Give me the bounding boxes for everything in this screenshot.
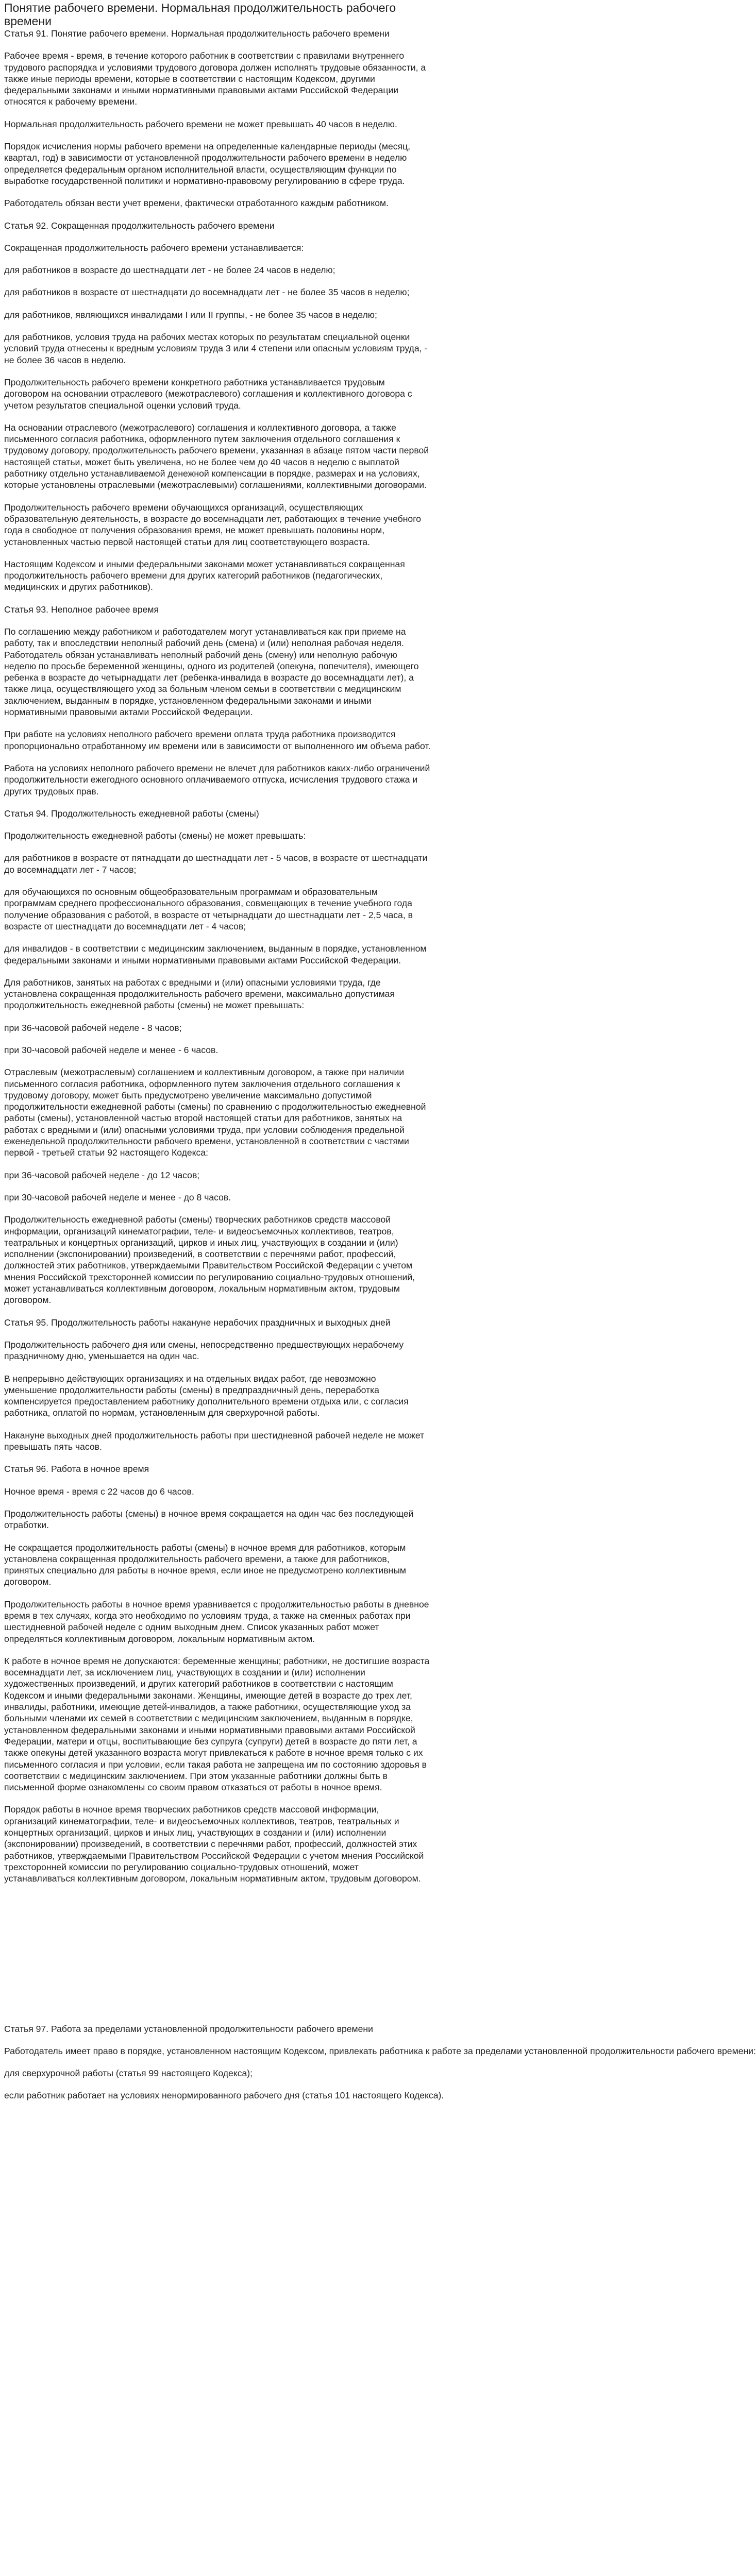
document-paragraph: Работа на условиях неполного рабочего времени не влечет для работников каких-либо ограничений продолжительности ежегодного основного оплачиваемого отпуска, исчисления трудового стажа и других трудовых прав.: [4, 762, 430, 796]
document-paragraph: Статья 91. Понятие рабочего времени. Нормальная продолжительность рабочего времени: [4, 28, 390, 39]
document-paragraph: Продолжительность рабочего времени обучающихся организаций, осуществляющих образовательную деятельность, в возрасте до восемнадцати лет, работающих в течение учебного года в свободное от получения образования время, не может превышать половины норм, установленных частью первой настоящей статьи для лиц соответствующего возраста.: [4, 502, 422, 547]
document-paragraph: К работе в ночное время не допускаются: беременные женщины; работники, не достигшие возраста восемнадцати лет, за исключением лиц, участвующих в создании и (или) исполнении художественных произведений, и других категорий работников в соответствии с настоящим Кодексом и иными федеральными законами. Женщины, имеющие детей в возрасте до трех лет, инвалиды, работники, имеющие детей-инвалидов, а также работники, осуществляющие уход за больными членами их семей в соответствии с медицинским заключением, выданным в порядке, установленном федеральными законами и иными нормативными правовыми актами Российской Федерации, матери и отцы, воспитывающие без супруга (супруги) детей в возрасте до пяти лет, а также опекуны детей указанного возраста могут привлекаться к работе в ночное время только с их письменного согласия и при условии, если такая работа не запрещена им по состоянию здоровья в соответствии с медицинским заключением. При этом указанные работники должны быть в письменной форме ознакомлены со своим правом отказаться от работы в ночное время.: [4, 1655, 430, 1793]
document-paragraph: Статья 97. Работа за пределами установленной продолжительности рабочего времени: [4, 2023, 373, 2034]
document-paragraph: Статья 95. Продолжительность работы накануне нерабочих праздничных и выходных дней: [4, 1317, 391, 1328]
document-paragraph: Порядок исчисления нормы рабочего времени на определенные календарные периоды (месяц, квартал, год) в зависимости от установленной продолжительности рабочего времени в неделю определяется федеральным органом исполнительной власти, осуществляющим функции по выработке государственной политики и нормативно-правовому регулированию в сфере труда.: [4, 141, 411, 186]
document-paragraph: На основании отраслевого (межотраслевого) соглашения и коллективного договора, а также письменного согласия работника, оформленного путем заключения отдельного соглашения к трудовому договору, продолжительность рабочего времени, указанная в абзаце пятом части первой настоящей статьи, может быть увеличена, но не более чем до 40 часов в неделю с выплатой работнику отдельно устанавливаемой денежной компенсации в порядке, размерах и на условиях, которые установлены отраслевыми (межотраслевыми) соглашениями, коллективными договорами.: [4, 422, 429, 490]
document-paragraph: для работников в возрасте от пятнадцати до шестнадцати лет - 5 часов, в возрасте от шестнадцати до восемнадцати лет - 7 часов;: [4, 853, 428, 875]
document-paragraph: Продолжительность работы (смены) в ночное время сокращается на один час без последующей отработки.: [4, 1508, 414, 1531]
document-paragraph: для работников, являющихся инвалидами I или II группы, - не более 35 часов в неделю;: [4, 309, 377, 320]
document-paragraph: Статья 94. Продолжительность ежедневной работы (смены): [4, 808, 259, 819]
document-paragraph: Для работников, занятых на работах с вредными и (или) опасными условиями труда, где установлена сокращенная продолжительность рабочего времени, максимально допустимая продолжительность ежедневной работы (смены) не может превышать:: [4, 977, 395, 1011]
document-paragraph: при 36-часовой рабочей неделе - 8 часов;: [4, 1022, 182, 1033]
document-paragraph: Продолжительность рабочего дня или смены, непосредственно предшествующих нерабочему праздничному дню, уменьшается на один час.: [4, 1339, 404, 1362]
document-paragraph: Нормальная продолжительность рабочего времени не может превышать 40 часов в неделю.: [4, 118, 397, 129]
document-paragraph: для работников, условия труда на рабочих местах которых по результатам специальной оценки условий труда отнесены к вредным условиям труда 3 или 4 степени или опасным условиям труда, - не более 36 часов в неделю.: [4, 332, 428, 365]
document-paragraph: для работников в возрасте до шестнадцати лет - не более 24 часов в неделю;: [4, 265, 335, 276]
document-paragraph: при 30-часовой рабочей неделе и менее - 6 часов.: [4, 1045, 219, 1055]
document-paragraph: Работодатель обязан вести учет времени, фактически отработанного каждым работником.: [4, 198, 389, 209]
document-paragraph: Статья 93. Неполное рабочее время: [4, 604, 159, 615]
document-paragraph: Настоящим Кодексом и иными федеральными законами может устанавливаться сокращенная продолжительность рабочего времени для других категорий работников (педагогических, медицинских и других работников).: [4, 558, 405, 592]
document-paragraph: для обучающихся по основным общеобразовательным программам и образовательным программам среднего профессионального образования, совмещающих в течение учебного года получение образования с работой, в возрасте от четырнадцати до шестнадцати лет - 2,5 часа, в возрасте от шестнадцати до восемнадцати лет - 4 часов;: [4, 887, 413, 931]
document-paragraph: В непрерывно действующих организациях и на отдельных видах работ, где невозможно уменьшение продолжительности работы (смены) в предпраздничный день, переработка компенсируется предоставлением работнику дополнительного времени отдыха или, с согласия работника, оплатой по нормам, установленным для сверхурочной работы.: [4, 1373, 409, 1418]
document-paragraph: Сокращенная продолжительность рабочего времени устанавливается:: [4, 242, 304, 253]
document-paragraph: Порядок работы в ночное время творческих работников средств массовой информации, организаций кинематографии, теле- и видеосъемочных коллективов, театров, театральных и концертных организаций, цирков и иных лиц, участвующих в создании и (или) исполнении (экспонировании) произведений, в соответствии с перечнями работ, профессий, должностей этих работников, утверждаемыми Правительством Российской Федерации с учетом мнения Российской трехсторонней комиссии по регулированию социально-трудовых отношений, может устанавливаться коллективным договором, локальным нормативным актом, трудовым договором.: [4, 1804, 424, 1884]
document-paragraph: Статья 96. Работа в ночное время: [4, 1464, 149, 1475]
document-paragraph: Отраслевым (межотраслевым) соглашением и коллективным договором, а также при наличии письменного согласия работника, оформленного путем заключения отдельного соглашения к трудовому договору, может быть предусмотрено увеличение максимально допустимой продолжительности ежедневной работы (смены) по сравнению с продолжительностью ежедневной работы (смены), установленной частью второй настоящей статьи для работников, занятых на работах с вредными и (или) опасными условиями труда, при условии соблюдения предельной еженедельной продолжительности рабочего времени, установленной в соответствии с частями первой - третьей статьи 92 настоящего Кодекса:: [4, 1067, 426, 1158]
document-paragraph: Продолжительность ежедневной работы (смены) творческих работников средств массовой информации, организаций кинематографии, теле- и видеосъемочных коллективов, театров, театральных и концертных организаций, цирков и иных лиц, участвующих в создании и (или) исполнении (экспонировании) произведений, в соответствии с перечнями работ, профессий, должностей этих работников, утверждаемыми Правительством Российской Федерации с учетом мнения Российской трехсторонней комиссии по регулированию социально-трудовых отношений, может устанавливаться коллективным договором, локальным нормативным актом, трудовым договором.: [4, 1214, 415, 1306]
document-paragraph: для работников в возрасте от шестнадцати до восемнадцати лет - не более 35 часов в неделю;: [4, 287, 410, 298]
blank-gap: [4, 1895, 431, 2023]
document-body: [4, 28, 431, 1885]
document-paragraph: Продолжительность работы в ночное время уравнивается с продолжительностью работы в дневное время в тех случаях, когда это необходимо по условиям труда, а также на сменных работах при шестидневной рабочей неделе с одним выходным днем. Список указанных работ может определяться коллективным договором, локальным нормативным актом.: [4, 1599, 429, 1644]
document-paragraph: Рабочее время - время, в течение которого работник в соответствии с правилами внутреннего трудового распорядка и условиями трудового договора должен исполнять трудовые обязанности, а также иные периоды времени, которые в соответствии с настоящим Кодексом, другими федеральными законами и иными нормативными правовыми актами Российской Федерации относятся к рабочему времени.: [4, 50, 426, 107]
document-paragraph: если работник работает на условиях ненормированного рабочего дня (статья 101 настоящего Кодекса).: [4, 2090, 444, 2101]
document-tail: [4, 2023, 756, 2102]
document-paragraph: Продолжительность ежедневной работы (смены) не может превышать:: [4, 831, 306, 841]
document-paragraph: при 30-часовой рабочей неделе и менее - до 8 часов.: [4, 1192, 231, 1202]
document-paragraph: Статья 92. Сокращенная продолжительность рабочего времени: [4, 220, 275, 231]
document-paragraph: При работе на условиях неполного рабочего времени оплата труда работника производится пропорционально отработанному им времени или в зависимости от выполненного им объема работ.: [4, 729, 431, 751]
document-paragraph: Ночное время - время с 22 часов до 6 часов.: [4, 1486, 194, 1497]
document-paragraph: Работодатель имеет право в порядке, установленном настоящим Кодексом, привлекать работника к работе за пределами установленной продолжительности рабочего времени:: [4, 2045, 756, 2056]
document-paragraph: По соглашению между работником и работодателем могут устанавливаться как при приеме на работу, так и впоследствии неполный рабочий день (смена) и (или) неполная рабочая неделя. Работодатель обязан устанавливать неполный рабочий день (смену) или неполную рабочую неделю по просьбе беременной женщины, одного из родителей (опекуна, попечителя), имеющего ребенка в возрасте до четырнадцати лет (ребенка-инвалида в возрасте до восемнадцати лет), а также лица, осуществляющего уход за больным членом семьи в соответствии с медицинским заключением, выданным в порядке, установленном федеральными законами и иными нормативными правовыми актами Российской Федерации.: [4, 626, 419, 718]
page-title: Понятие рабочего времени. Нормальная продолжительность рабочего времени: [4, 1, 396, 28]
document-paragraph: для сверхурочной работы (статья 99 настоящего Кодекса);: [4, 2068, 253, 2079]
document-paragraph: Не сокращается продолжительность работы (смены) в ночное время для работников, которым установлена сокращенная продолжительность рабочего времени, а также для работников, принятых специально для работы в ночное время, если иное не предусмотрено коллективным договором.: [4, 1542, 407, 1587]
document-paragraph: при 36-часовой рабочей неделе - до 12 часов;: [4, 1170, 200, 1180]
document-paragraph: Накануне выходных дней продолжительность работы при шестидневной рабочей неделе не может превышать пять часов.: [4, 1430, 425, 1452]
document-paragraph: для инвалидов - в соответствии с медицинским заключением, выданным в порядке, установленном федеральными законами и иными нормативными правовыми актами Российской Федерации.: [4, 943, 427, 965]
document-paragraph: Продолжительность рабочего времени конкретного работника устанавливается трудовым договором на основании отраслевого (межотраслевого) соглашения и коллективного договора с учетом результатов специальной оценки условий труда.: [4, 377, 412, 411]
